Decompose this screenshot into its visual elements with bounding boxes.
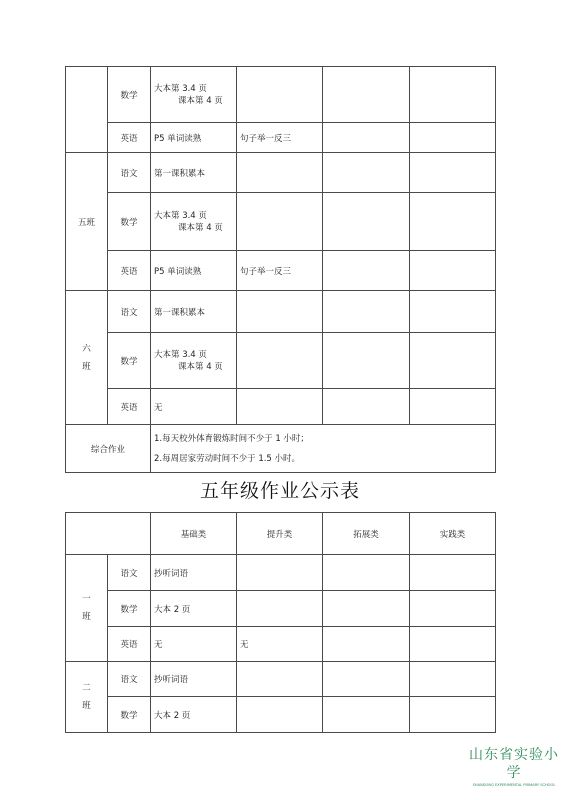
class-name-2: 二 班 — [66, 662, 108, 733]
school-logo — [468, 746, 560, 788]
subject-math: 数学 — [108, 67, 151, 123]
header-improve: 提升类 — [237, 513, 323, 555]
subject-english: 英语 — [108, 251, 151, 291]
english-basic-cell: 无 — [151, 627, 237, 662]
header-basic: 基础类 — [151, 513, 237, 555]
subject-math: 数学 — [108, 193, 151, 251]
math-line-2: 课本第 4 页 — [178, 361, 223, 372]
english-improve-cell: 句子举一反三 — [237, 123, 323, 153]
english-basic-cell: P5 单词读熟 — [151, 251, 237, 291]
class-name-1: 一 班 — [66, 555, 108, 662]
math-basic-cell — [151, 67, 237, 123]
math-line-1: 大本第 3.4 页 — [154, 210, 207, 221]
comprehensive-item-1: 1.每天校外体育锻炼时间不少于 1 小时； — [154, 433, 309, 444]
math-basic-cell: 大本 2 页 — [151, 697, 237, 733]
subject-chinese: 语文 — [108, 153, 151, 193]
math-basic-cell — [151, 193, 237, 251]
subject-english: 英语 — [108, 123, 151, 153]
subject-chinese: 语文 — [108, 662, 151, 697]
comprehensive-item-2: 2.每周居家劳动时间不少于 1.5 小时。 — [154, 453, 301, 464]
subject-math: 数学 — [108, 333, 151, 389]
english-improve-cell: 无 — [237, 627, 323, 662]
comprehensive-items — [151, 425, 496, 473]
chinese-basic-cell: 抄听词语 — [151, 555, 237, 591]
class-cell-continued — [66, 67, 108, 153]
english-improve-cell: 句子举一反三 — [237, 251, 323, 291]
header-blank — [66, 513, 151, 555]
chinese-basic-cell: 抄听词语 — [151, 662, 237, 697]
math-basic-cell — [151, 333, 237, 389]
subject-math: 数学 — [108, 591, 151, 627]
chinese-basic-cell: 第一课积累本 — [151, 153, 237, 193]
subject-chinese: 语文 — [108, 555, 151, 591]
subject-chinese: 语文 — [108, 291, 151, 333]
math-line-2: 课本第 4 页 — [178, 222, 223, 233]
math-line-2: 课本第 4 页 — [178, 95, 223, 106]
comprehensive-label: 综合作业 — [66, 425, 151, 473]
class-name-6: 六 班 — [66, 291, 108, 425]
english-basic-cell: 无 — [151, 389, 237, 425]
chinese-basic-cell: 第一课积累本 — [151, 291, 237, 333]
subject-math: 数学 — [108, 697, 151, 733]
header-practice: 实践类 — [410, 513, 496, 555]
english-basic-cell: P5 单词读熟 — [151, 123, 237, 153]
table-title: 五年级作业公示表 — [199, 480, 360, 502]
math-line-1: 大本第 3.4 页 — [154, 349, 207, 360]
class-name-5: 五班 — [66, 153, 108, 291]
math-line-1: 大本第 3.4 页 — [154, 83, 207, 94]
subject-english: 英语 — [108, 627, 151, 662]
homework-table-continued — [65, 66, 496, 473]
subject-english: 英语 — [108, 389, 151, 425]
school-logo-name: 山东省实验小学 — [469, 747, 559, 781]
school-logo-english: SHANDONG EXPERIMENTAL PRIMARY SCHOOL — [472, 783, 556, 787]
homework-table-grade5 — [65, 512, 496, 733]
math-basic-cell: 大本 2 页 — [151, 591, 237, 627]
header-extend: 拓展类 — [323, 513, 410, 555]
